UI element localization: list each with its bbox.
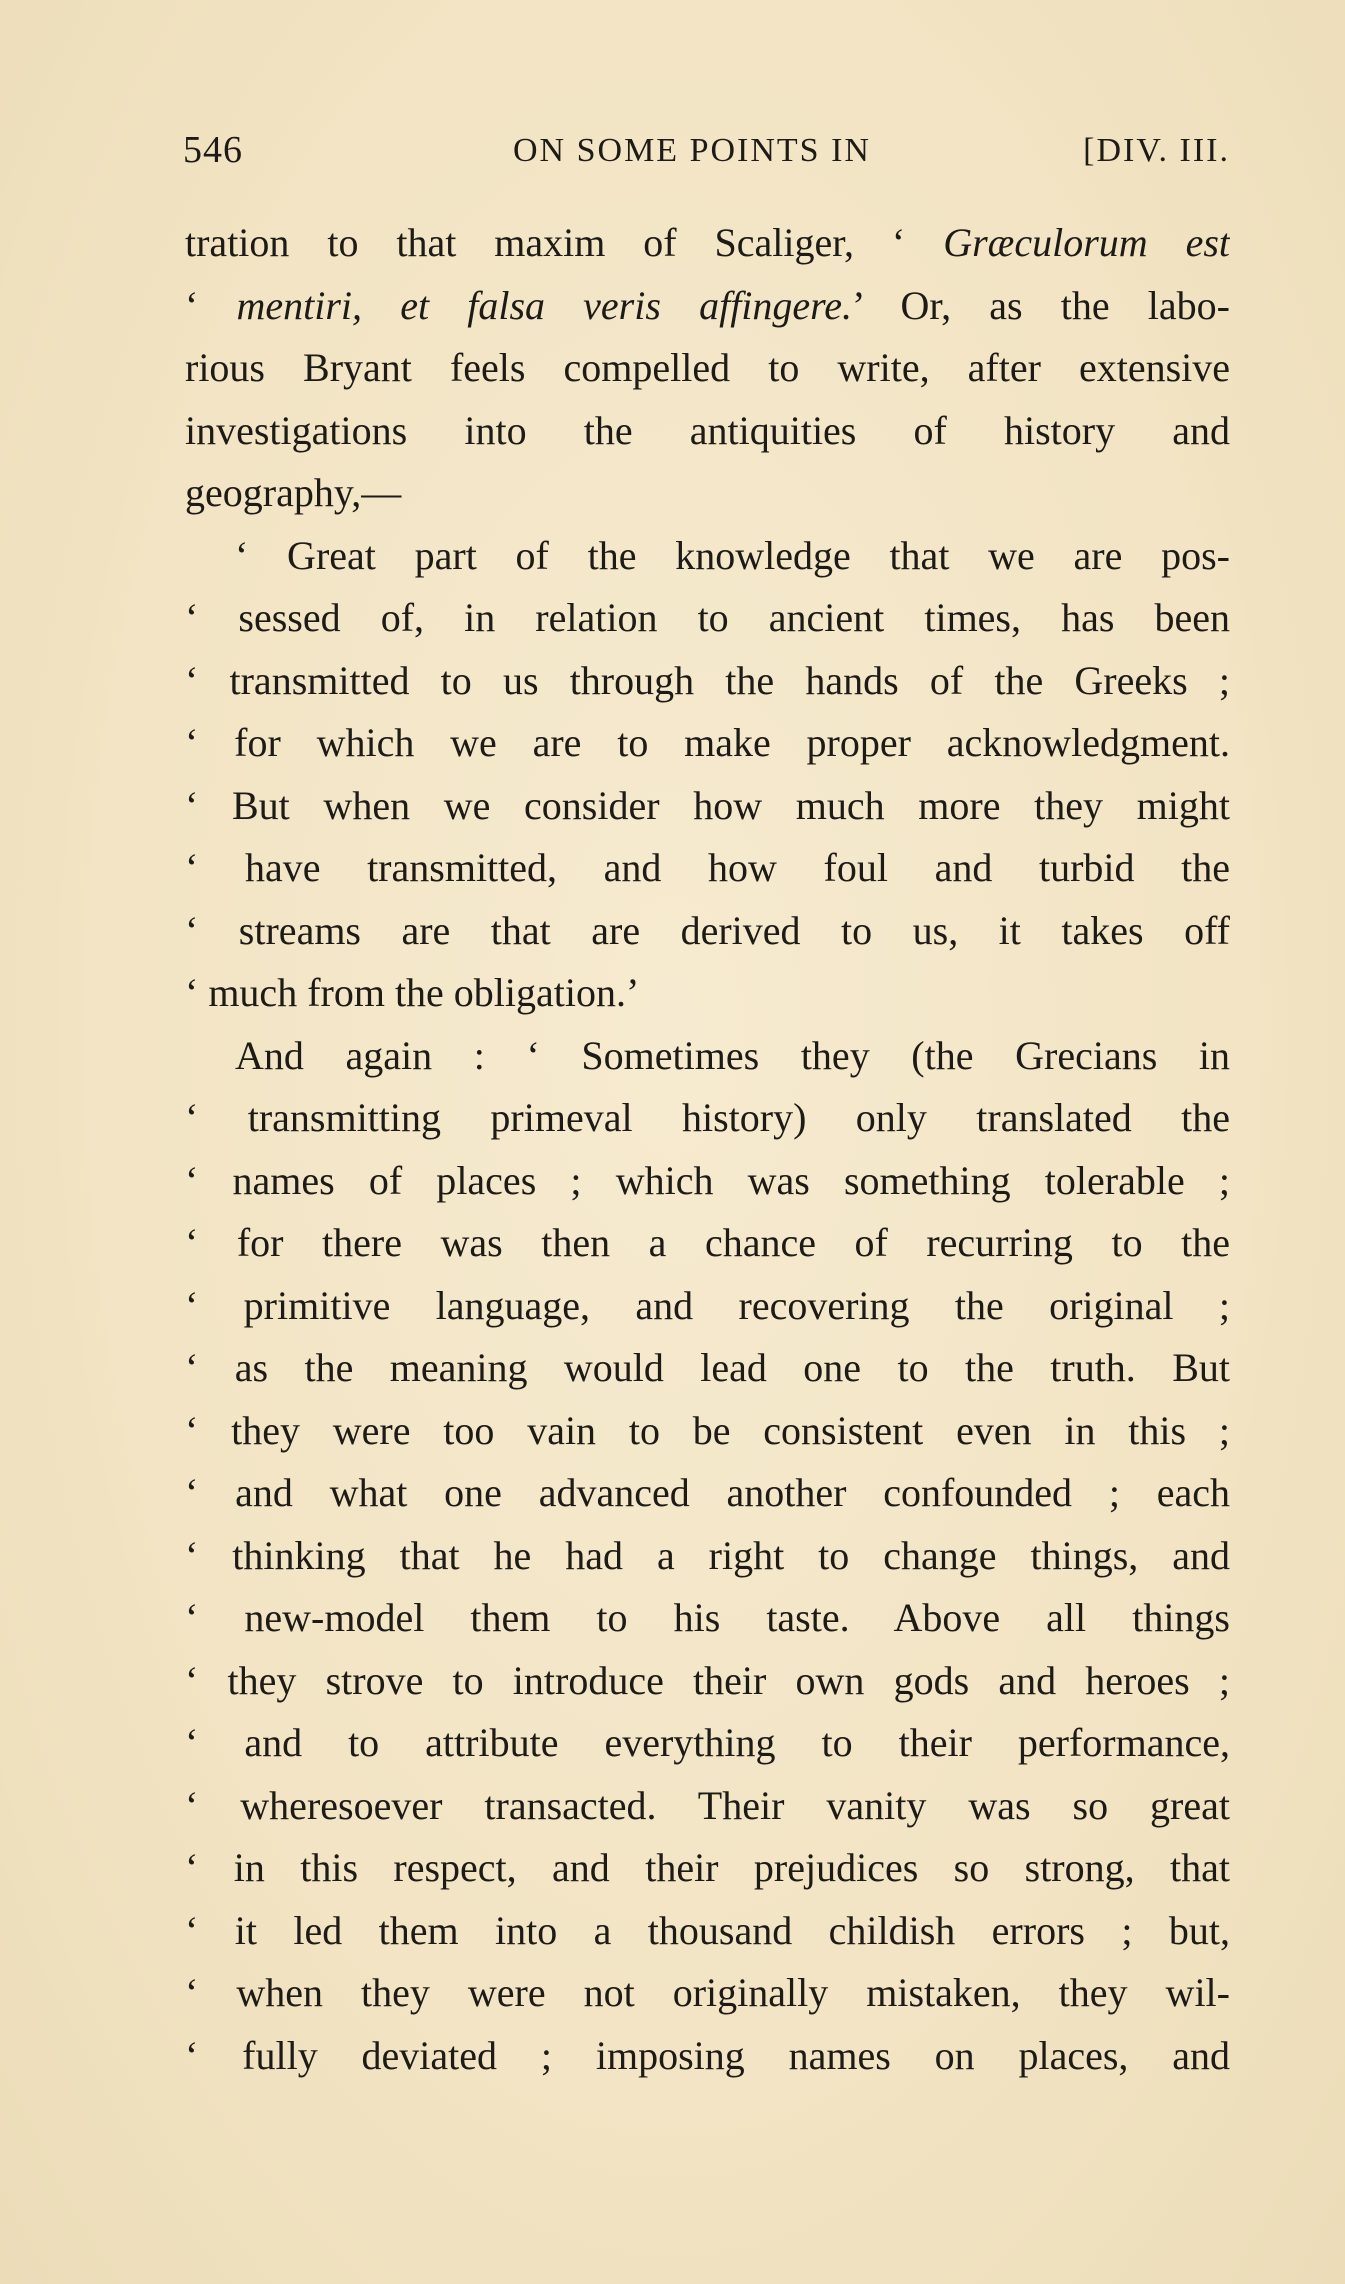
text-line: ‘ for there was then a chance of recurring to the	[185, 1220, 1230, 1265]
text-line: ‘ they were too vain to be consistent even in this ;	[185, 1407, 1230, 1453]
text-line: ‘ thinking that he had a right to change things, and	[185, 1532, 1230, 1578]
text-line: ‘ Great part of the knowledge that we are pos-	[235, 532, 1230, 578]
text-line: ‘ much from the obligation.’	[185, 970, 640, 1015]
text-line: geography,—	[185, 470, 402, 515]
running-header	[183, 128, 1230, 178]
latin-phrase: mentiri, et falsa veris affingere.	[236, 282, 853, 328]
text-line: ‘ as the meaning would lead one to the truth. But	[185, 1345, 1230, 1390]
text-line: ‘ when they were not originally mistaken, they wil-	[185, 1970, 1230, 2015]
text-line: ‘ for which we are to make proper acknowledgment.	[185, 720, 1230, 765]
body-text	[185, 212, 1230, 2087]
text-line: ‘ But when we consider how much more they might	[185, 782, 1230, 828]
text-line: ‘ have transmitted, and how foul and turbid the	[185, 845, 1230, 890]
text-line: ‘ fully deviated ; imposing names on places, and	[185, 2032, 1230, 2078]
text-line: ‘ sessed of, in relation to ancient times, has been	[185, 595, 1230, 640]
text-line: ‘ in this respect, and their prejudices so strong, that	[185, 1845, 1230, 1890]
text-line: And again : ‘ Sometimes they (the Grecians in	[235, 1032, 1230, 1078]
text-line: ‘ transmitted to us through the hands of the Greeks ;	[185, 657, 1230, 703]
text-line: ‘ names of places ; which was something tolerable ;	[185, 1157, 1230, 1203]
text-line: ‘ and to attribute everything to their performance,	[185, 1720, 1230, 1765]
page-number: 546	[183, 129, 243, 171]
text-line: ‘ it led them into a thousand childish errors ; but,	[185, 1907, 1230, 1953]
text-line: ‘ new-model them to his taste. Above all things	[185, 1595, 1230, 1640]
text-line: ‘ primitive language, and recovering the original ;	[185, 1282, 1230, 1328]
text-line: tration to that maxim of Scaliger, ‘ Græculorum est	[185, 220, 1230, 265]
latin-phrase: Græculorum est	[943, 220, 1230, 265]
text-line: ‘ and what one advanced another confounded ; each	[185, 1470, 1230, 1515]
text-line: ‘ transmitting primeval history) only translated the	[185, 1095, 1230, 1140]
text-line: ‘ streams are that are derived to us, it takes off	[185, 907, 1230, 953]
division-label: [DIV. III.	[1083, 132, 1230, 169]
text-line: ‘ wheresoever transacted. Their vanity was so great	[185, 1782, 1230, 1828]
running-title: ON SOME POINTS IN	[513, 132, 871, 169]
text-line: investigations into the antiquities of history and	[185, 407, 1230, 453]
text-line: ‘ mentiri, et falsa veris affingere.’ Or, as the labo-	[185, 282, 1230, 328]
text-line: rious Bryant feels compelled to write, after extensive	[185, 345, 1230, 390]
text-line: ‘ they strove to introduce their own gods and heroes ;	[185, 1657, 1230, 1703]
